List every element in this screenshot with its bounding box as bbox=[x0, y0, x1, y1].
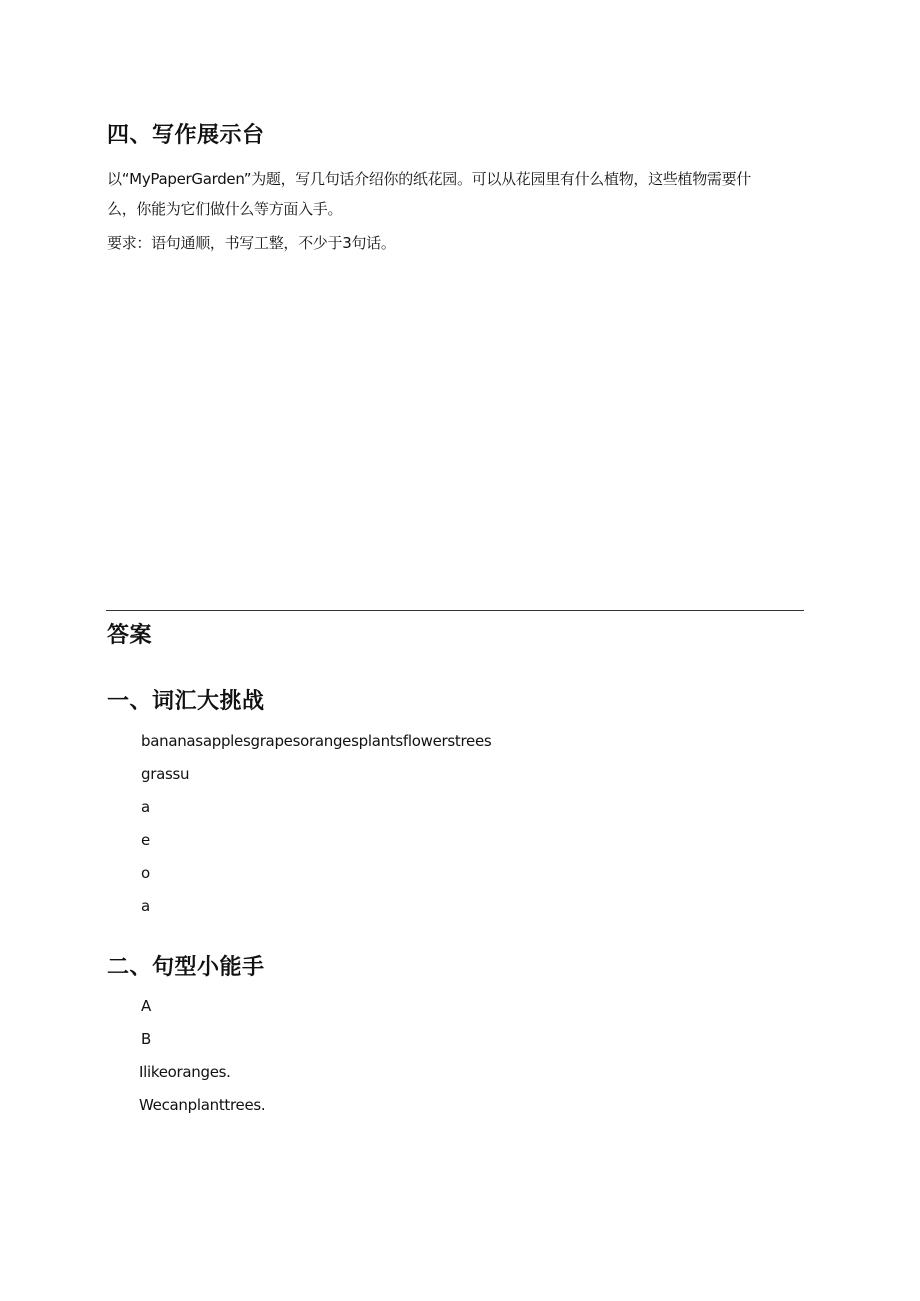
answer-item: Wecanplanttrees. bbox=[139, 1096, 266, 1114]
answer-heading: 答案 bbox=[107, 623, 153, 648]
answer-item: a bbox=[141, 798, 150, 816]
answer-part2-heading: 二、句型小能手 bbox=[107, 955, 265, 980]
answer-item: B bbox=[141, 1030, 151, 1048]
answer-item: A bbox=[141, 997, 151, 1015]
answer-item: a bbox=[141, 897, 150, 915]
answer-item: grassu bbox=[141, 765, 190, 783]
answer-item: o bbox=[141, 864, 150, 882]
writing-instruction-line-2: 么，你能为它们做什么等方面入手。 bbox=[107, 200, 343, 218]
answer-divider bbox=[106, 610, 804, 611]
answer-item: bananasapplesgrapesorangesplantsflowerstrees bbox=[141, 732, 492, 750]
answer-item: Ilikeoranges. bbox=[139, 1063, 231, 1081]
writing-requirement: 要求：语句通顺，书写工整，不少于3句话。 bbox=[107, 234, 396, 252]
writing-instruction-line-1: 以“MyPaperGarden”为题，写几句话介绍你的纸花园。可以从花园里有什么植物，这些植物需要什 bbox=[107, 170, 752, 188]
answer-part1-heading: 一、词汇大挑战 bbox=[107, 689, 265, 714]
section-heading-writing: 四、写作展示台 bbox=[107, 123, 265, 148]
answer-item: e bbox=[141, 831, 150, 849]
